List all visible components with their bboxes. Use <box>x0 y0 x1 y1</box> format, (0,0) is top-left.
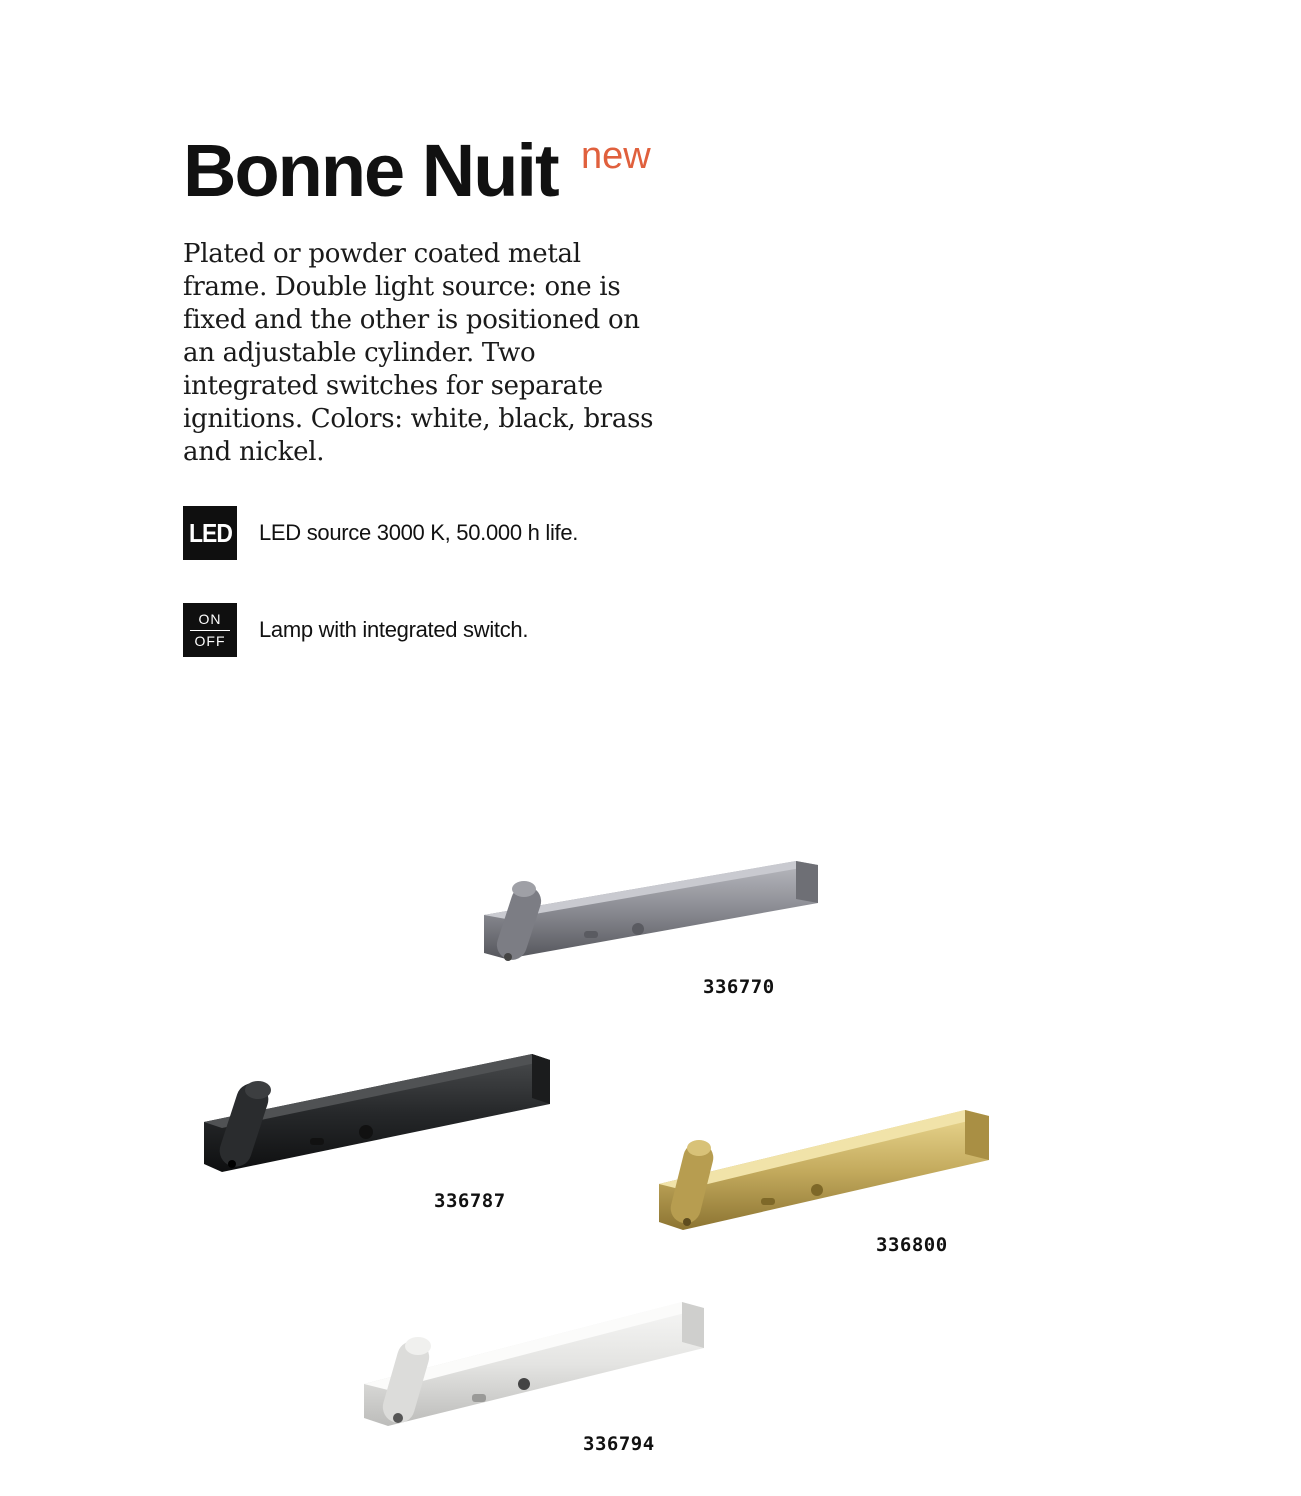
product-image-black <box>198 1050 558 1180</box>
lamp-illustration-nickel <box>478 853 828 973</box>
feature-led <box>183 506 578 560</box>
product-description: Plated or powder coated metal frame. Double light source: one is fixed and the other is positioned on an adjustable cylinder. Two integrated switches for separate ignitions. Colors: white, black, brass and nickel. <box>183 239 654 467</box>
switch-icon-divider <box>190 630 230 631</box>
lamp-illustration-brass <box>655 1106 995 1236</box>
led-icon-label: LED <box>188 517 232 548</box>
led-icon <box>183 506 237 560</box>
feature-led-text: LED source 3000 K, 50.000 h life. <box>259 520 579 545</box>
product-code-nickel: 336770 <box>703 976 775 998</box>
page-title: Bonne Nuit <box>183 129 558 212</box>
product-code-brass: 336800 <box>876 1234 948 1256</box>
product-image-white <box>360 1300 710 1430</box>
product-image-nickel <box>478 853 828 973</box>
product-code-white: 336794 <box>583 1433 655 1455</box>
on-off-switch-icon <box>183 603 237 657</box>
feature-switch-text: Lamp with integrated switch. <box>259 617 529 642</box>
switch-icon-on-label: ON <box>198 611 222 627</box>
product-title-block <box>183 128 651 213</box>
lamp-illustration-white <box>360 1300 710 1430</box>
new-badge: new <box>581 135 651 177</box>
feature-switch <box>183 603 528 657</box>
product-image-brass <box>655 1106 995 1236</box>
switch-icon-off-label: OFF <box>194 633 226 649</box>
product-code-black: 336787 <box>434 1190 506 1212</box>
lamp-illustration-black <box>198 1050 558 1180</box>
